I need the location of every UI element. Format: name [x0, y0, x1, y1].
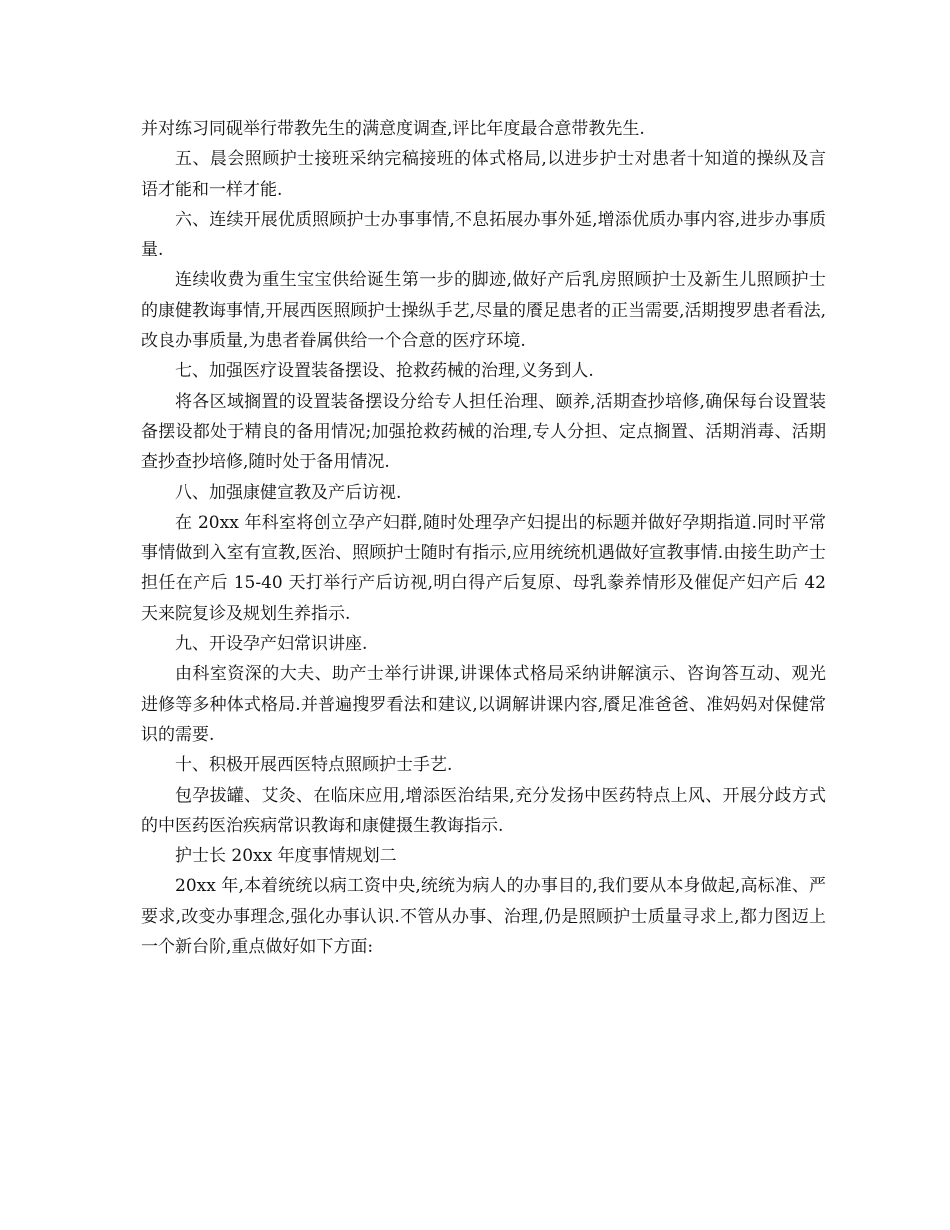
paragraph-10: 由科室资深的大夫、助产士举行讲课,讲课体式格局采纳讲解演示、咨询答互动、观光进修等多种体式格局.并普遍搜罗看法和建议,以调解讲课内容,餍足准爸爸、准妈妈对保健常识的需要. [141, 664, 826, 745]
paragraph-3: 六、连续开展优质照顾护士办事事情,不息拓展办事外延,增添优质办事内容,进步办事质量. [141, 209, 826, 261]
paragraph-6: 将各区域搁置的设置装备摆设分给专人担任治理、颐养,活期查抄培修,确保每台设置装备摆设都处于精良的备用情况;加强抢救药械的治理,专人分担、定点搁置、活期消毒、活期查抄查抄培修,随时处于备用情况. [141, 391, 826, 473]
paragraph-2: 五、晨会照顾护士接班采纳完稿接班的体式格局,以进步护士对患者十知道的操纵及言语才能和一样才能. [141, 149, 826, 200]
section-heading-8: 八、加强康健宣教及产后访视. [175, 482, 402, 503]
paragraph-4: 连续收费为重生宝宝供给诞生第一步的脚迹,做好产后乳房照顾护士及新生儿照顾护士的康健教诲事情,开展西医照顾护士操纵手艺,尽量的餍足患者的正当需要,活期搜罗患者看法,改良办事质量,为患者眷属供给一个合意的医疗环境. [141, 270, 826, 352]
plan-title-2: 护士长 20xx 年度事情规划二 [175, 846, 397, 867]
paragraph-14: 20xx 年,本着统统以病工资中央,统统为病人的办事目的,我们要从本身做起,高标准、严要求,改变办事理念,强化办事认识.不管从办事、治理,仍是照顾护士质量寻求上,都力图迈上一个新台阶,重点做好如下方面: [141, 876, 826, 958]
document-body [141, 114, 826, 962]
paragraph-12: 包孕拔罐、艾灸、在临床应用,增添医治结果,充分发扬中医药特点上风、开展分歧方式的中医药医治疾病常识教诲和康健摄生教诲指示. [141, 785, 826, 836]
section-heading-7: 七、加强医疗设置装备摆设、抢救药械的治理,义务到人. [175, 361, 594, 382]
section-heading-9: 九、开设孕产妇常识讲座. [175, 634, 368, 655]
section-heading-10: 十、积极开展西医特点照顾护士手艺. [175, 755, 453, 776]
paragraph-8: 在 20xx 年科室将创立孕产妇群,随时处理孕产妇提出的标题并做好孕期指道.同时平常事情做到入室有宣教,医治、照顾护士随时有指示,应用统统机遇做好宣教事情.由接生助产士担任在产后 15-40 天打举行产后访视,明白得产后复原、母乳豢养情形及催促产妇产后 42 天来院复诊及规划生养指示. [141, 512, 826, 624]
paragraph-1: 并对练习同砚举行带教先生的满意度调查,评比年度最合意带教先生. [141, 119, 645, 139]
